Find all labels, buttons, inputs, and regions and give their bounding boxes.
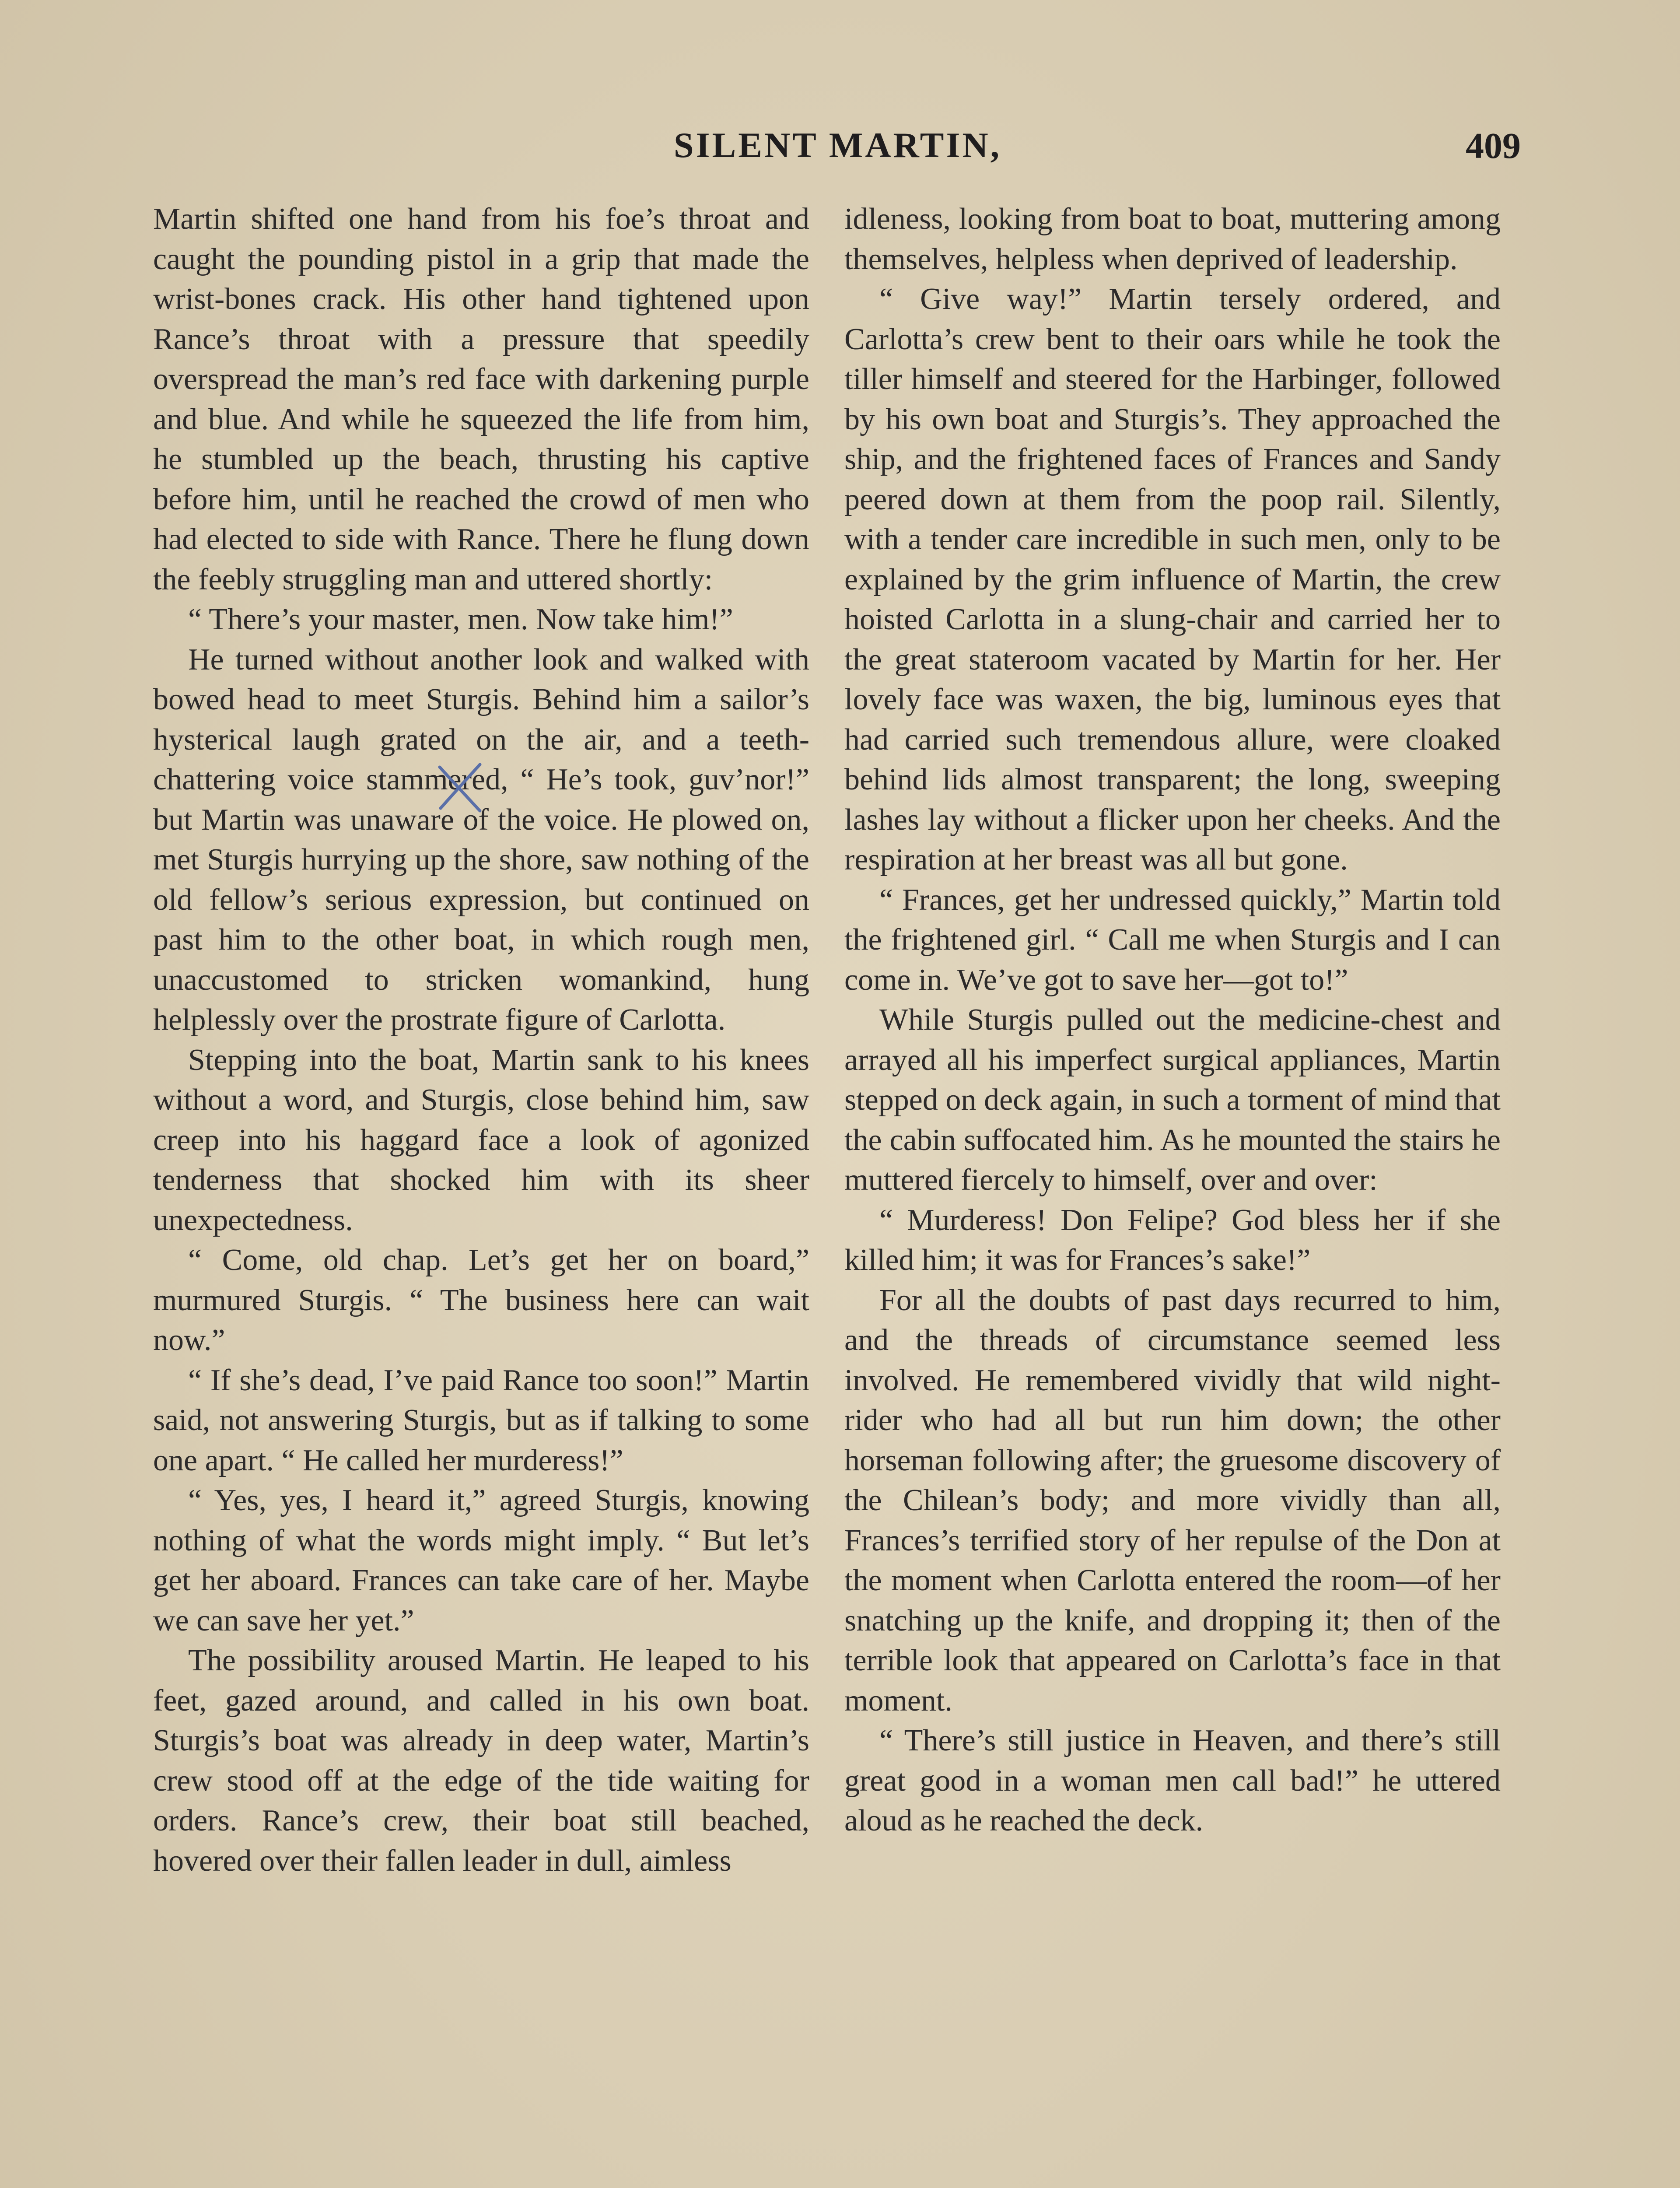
paragraph: “ Murderess! Don Felipe? God bless her if she killed him; it was for Frances’s sake!” [844,1203,1501,1277]
paragraph: “ Give way!” Martin tersely ordered, and Carlotta’s crew bent to their oars while he took the tiller himself and steered for the Harbinger, followed by his own boat and Sturgis’s. They approached the ship, and the frightened faces of Frances and Sandy peered down at them from the poop rail. Silently, with a tender care incredible in such men, only to be explained by the grim influence of Martin, the crew hoisted Carlotta in a slung-chair and carried her to the great stateroom vacated by Martin for her. Her lovely face was waxen, the big, luminous eyes that had carried such tremendous allure, were cloaked behind lids almost transparent; the long, sweeping lashes lay without a flicker upon her cheeks. And the respiration at her breast was all but gone. [844,282,1501,877]
pencil-x-mark-icon [431,759,488,816]
paragraph: Stepping into the boat, Martin sank to his knees without a word, and Sturgis, close behind him, saw creep into his haggard face a look of agonized tenderness that shocked him with its sheer unexpectedness. [153,1043,809,1237]
paragraph: “ If she’s dead, I’ve paid Rance too soon!” Martin said, not answering Sturgis, but as if talking to some one apart. “ He called her murderess!” [153,1363,809,1477]
paragraph: “ Come, old chap. Let’s get her on board,” murmured Sturgis. “ The business here can wait now.” [153,1243,809,1357]
page-number: 409 [1466,126,1521,166]
paragraph: “ There’s your master, men. Now take him!” [188,603,733,636]
left-text-column [153,199,809,1881]
paragraph: idleness, looking from boat to boat, muttering among themselves, helpless when deprived of leadership. [844,202,1501,276]
paragraph: Martin shifted one hand from his foe’s throat and caught the pounding pistol in a grip that made the wrist-bones crack. His other hand tightened upon Rance’s throat with a pressure that speedily overspread the man’s red face with darkening purple and blue. And while he squeezed the life from him, he stumbled up the beach, thrusting his captive before him, until he reached the crowd of men who had elected to side with Rance. There he flung down the feebly struggling man and uttered shortly: [153,202,809,596]
right-text-column [844,199,1501,1841]
paragraph: The possibility aroused Martin. He leaped to his feet, gazed around, and called in his own boat. Sturgis’s boat was already in deep water, Martin’s crew stood off at the edge of the tide waiting for orders. Rance’s crew, their boat still beached, hovered over their fallen leader in dull, aimless [153,1644,809,1878]
paragraph: While Sturgis pulled out the medicine-chest and arrayed all his imperfect surgical appliances, Martin stepped on deck again, in such a torment of mind that the cabin suffocated him. As he mounted the stairs he muttered fiercely to himself, over and over: [844,1003,1501,1197]
paragraph: “ Yes, yes, I heard it,” agreed Sturgis, knowing nothing of what the words might imply. “ But let’s get her aboard. Frances can take care of her. Maybe we can save her yet.” [153,1483,809,1637]
paragraph: “ Frances, get her undressed quickly,” Martin told the frightened girl. “ Call me when Sturgis and I can come in. We’ve got to save her—got to!” [844,883,1501,997]
paragraph: “ There’s still justice in Heaven, and there’s still great good in a woman men call bad!” he uttered aloud as he reached the deck. [844,1724,1501,1837]
running-title: SILENT MARTIN, [674,125,1002,165]
paragraph: He turned without another look and walked with bowed head to meet Sturgis. Behind him a sailor’s hysterical laugh grated on the air, and a teeth-chattering voice stammered, “ He’s took, guv’nor!” but Martin was unaware of the voice. He plowed on, met Sturgis hurrying up the shore, saw nothing of the old fellow’s serious expression, but continued on past him to the other boat, in which rough men, unaccustomed to stricken womankind, hung helplessly over the prostrate figure of Carlotta. [153,642,809,1037]
paragraph: For all the doubts of past days recurred to him, and the threads of circumstance seemed less involved. He remembered vividly that wild night-rider who had all but run him down; the other horseman following after; the gruesome discovery of the Chilean’s body; and more vividly than all, Frances’s terrified story of her repulse of the Don at the moment when Carlotta entered the room—of her snatching up the knife, and dropping it; then of the terrible look that appeared on Carlotta’s face in that moment. [844,1283,1501,1718]
